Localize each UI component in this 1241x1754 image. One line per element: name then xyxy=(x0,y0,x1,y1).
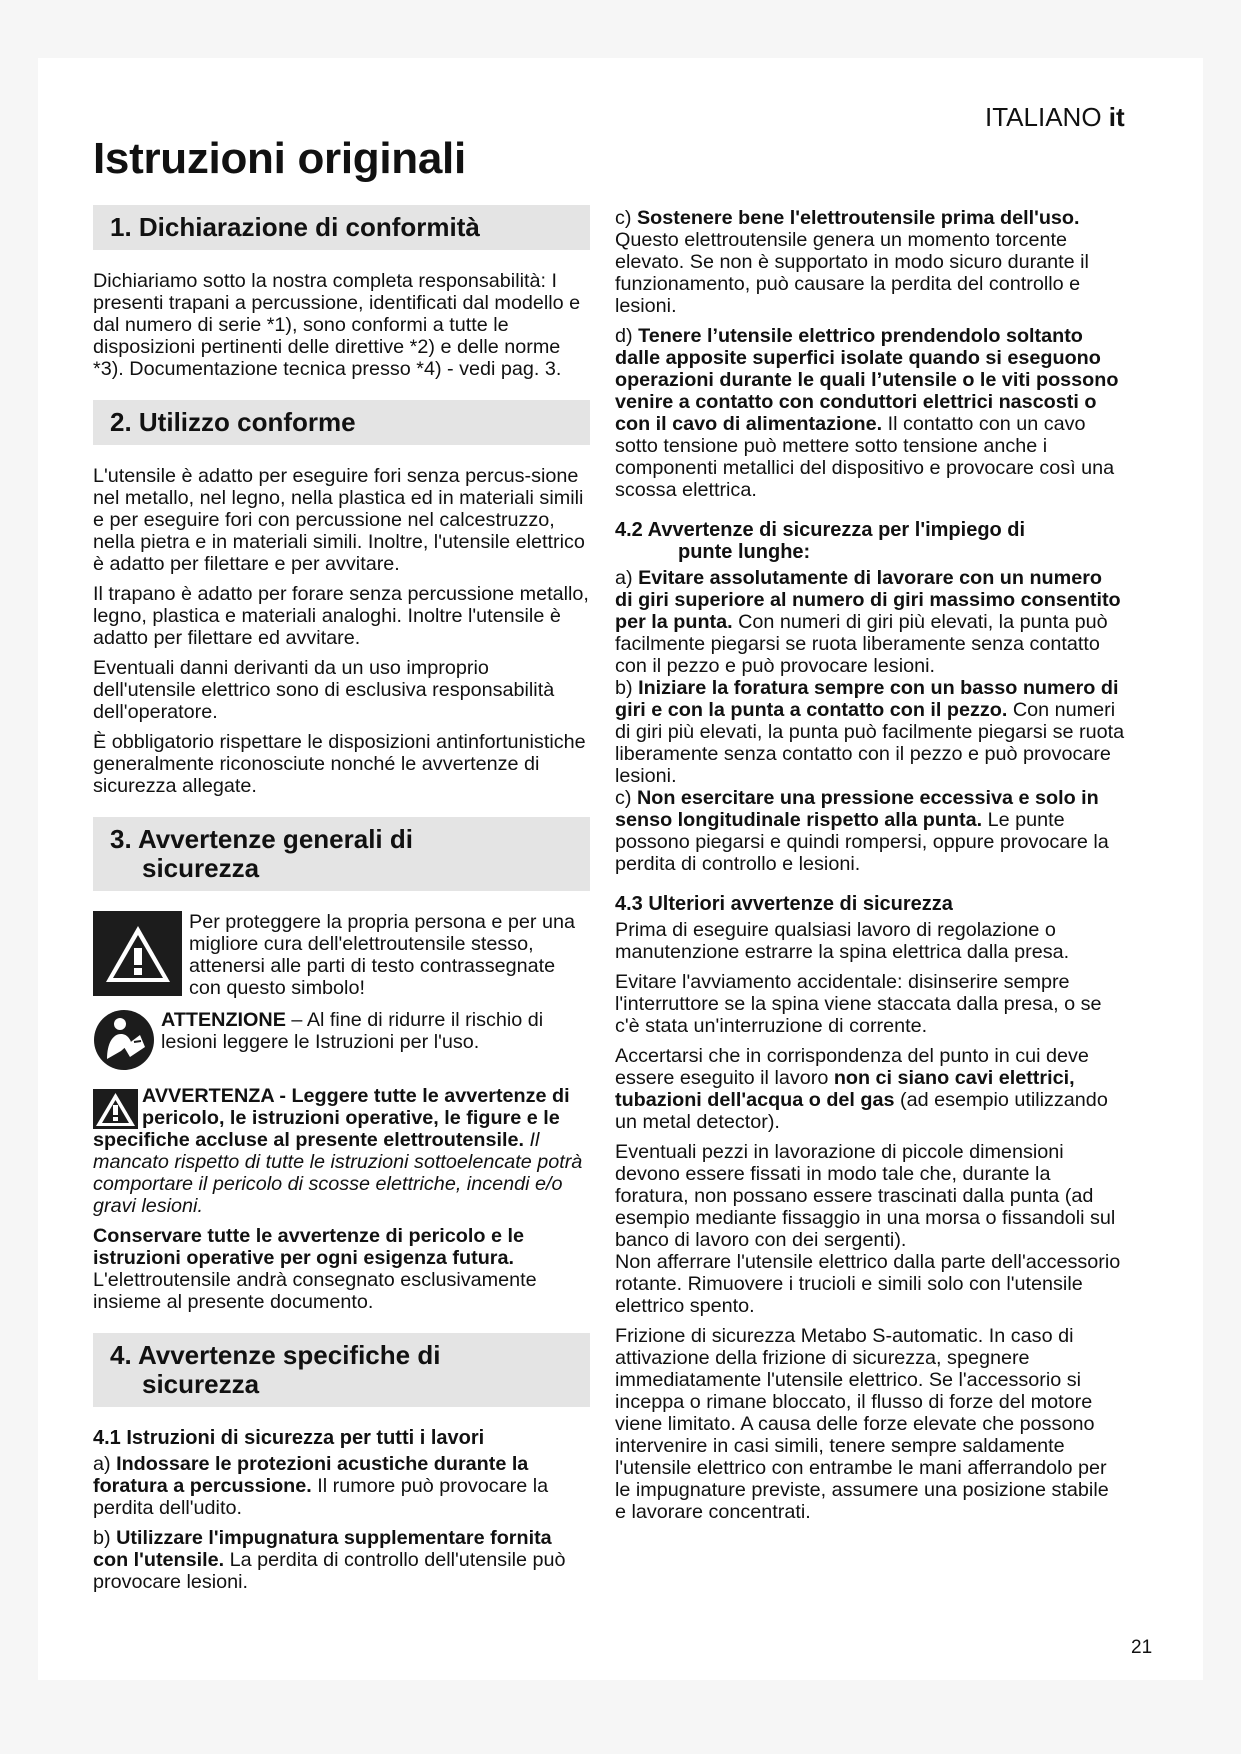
section-heading: 2. Utilizzo conforme xyxy=(93,400,590,445)
paragraph: ATTENZIONE – Al fine di ridurre il rischio di lesioni leggere le Istruzioni per l'uso. xyxy=(161,1009,544,1053)
paragraph: Dichiariamo sotto la nostra completa responsabilità: I presenti trapani a percussione, identificati dal modello e dal numero di serie *1), sono conformi a tutte le disposizioni pertinenti delle direttive *2) e delle norme *3). Documentazione tecnica presso *4) - vedi pag. 3. xyxy=(93,270,581,380)
document-title: Istruzioni originali xyxy=(93,134,466,183)
paragraph: Eventuali pezzi in lavorazione di piccole dimensioni devono essere fissati in modo tale che, durante la foratura, non possano essere trascinati dalla punta (ad esempio mediante fissaggio in una morsa o fissandoli sul banco di lavoro con dei sergenti). xyxy=(615,1141,1116,1251)
paragraph: a) Evitare assolutamente di lavorare con un numero di giri superiore al numero di giri massimo consentito per la punta. Con numeri di giri più elevati, la punta può facilmente piegarsi se ruota liberamente senza contatto con il pezzo e può provocare lesioni. xyxy=(615,567,1121,677)
paragraph: Prima di eseguire qualsiasi lavoro di regolazione o manutenzione estrarre la spina elettrica dalla presa. xyxy=(615,919,1070,963)
paragraph: Il trapano è adatto per forare senza percussione metallo, legno, plastica e materiali analoghi. Inoltre l'utensile è adatto per filettare ed avvitare. xyxy=(93,583,589,649)
page-number: 21 xyxy=(1131,1637,1153,1658)
paragraph: L'utensile è adatto per eseguire fori senza percus-sione nel metallo, nel legno, nella plastica ed in materiali simili e per eseguire fori con percussione nel calcestruzzo, nella pietra e in materiali simili. Inoltre, l'utensile elettrico è adatto per filettare e per avvitare. xyxy=(93,465,585,575)
language-label: ITALIANO it xyxy=(985,102,1125,132)
paragraph: c) Non esercitare una pressione eccessiva e solo in senso longitudinale rispetto alla punta. Le punte possono piegarsi e quindi rompersi, oppure provocare la perdita di controllo e lesioni. xyxy=(615,787,1109,875)
warning-symbol-icon xyxy=(93,911,182,996)
paragraph: Accertarsi che in corrispondenza del punto in cui deve essere eseguito il lavoro non ci siano cavi elettrici, tubazioni dell'acqua o del gas (ad esempio utilizzando un metal detector). xyxy=(615,1045,1108,1133)
paragraph: Conservare tutte le avvertenze di pericolo e le istruzioni operative per ogni esigenza futura. L'elettroutensile andrà consegnato esclusivamente insieme al presente documento. xyxy=(93,1225,537,1313)
subsection-heading: 4.2 Avvertenze di sicurezza per l'impiego di punte lunghe: xyxy=(615,519,1026,563)
section-heading: 1. Dichiarazione di conformità xyxy=(93,205,590,250)
paragraph: c) Sostenere bene l'elettroutensile prima dell'uso. Questo elettroutensile genera un momento torcente elevato. Se non è supportato in modo sicuro durante il funzionamento, può causare la perdita del controllo e lesioni. xyxy=(615,207,1089,317)
section-heading: 4. Avvertenze specifiche di sicurezza xyxy=(93,1333,590,1407)
paragraph: Frizione di sicurezza Metabo S-automatic. In caso di attivazione della frizione di sicurezza, spegnere immediatamente l'utensile elettrico. Se l'accessorio si inceppa o rimane bloccato, il flusso di forze del motore viene limitato. A causa delle forze elevate che possono intervenire in casi simili, tenere sempre saldamente l'utensile elettrico con entrambe le mani afferrandolo per le impugnature previste, assumere una posizione stabile e lavorare concentrati. xyxy=(615,1325,1109,1523)
section-heading: 3. Avvertenze generali di sicurezza xyxy=(93,817,590,891)
paragraph: d) Tenere l’utensile elettrico prendendolo soltanto dalle apposite superfici isolate quando si eseguono operazioni durante le quali l’utensile o le viti possono venire a contatto con conduttori elettrici nascosti o con il cavo di alimentazione. Il contatto con un cavo sotto tensione può mettere sotto tensione anche i componenti metallici del dispositivo e provocare così una scossa elettrica. xyxy=(615,325,1119,501)
paragraph: a) Indossare le protezioni acustiche durante la foratura a percussione. Il rumore può provocare la perdita dell'udito. xyxy=(93,1453,549,1519)
paragraph: AVVERTENZA - Leggere tutte le avvertenze di pericolo, le istruzioni operative, le figure e le specifiche accluse al presente elettroutensile. Il mancato rispetto di tutte le istruzioni sottoelencate potrà comportare il pericolo di scosse elettriche, incendi e/o gravi lesioni. xyxy=(93,1085,583,1217)
paragraph: È obbligatorio rispettare le disposizioni antinfortunistiche generalmente riconosciute nonché le avvertenze di sicurezza allegate. xyxy=(93,731,586,797)
paragraph: b) Iniziare la foratura sempre con un basso numero di giri e con la punta a contatto con il pezzo. Con numeri di giri più elevati, la punta può facilmente piegarsi se ruota liberamente senza contatto con il pezzo e può provocare lesioni. xyxy=(615,677,1125,787)
warning-symbol-block xyxy=(93,911,590,999)
subsection-heading: 4.3 Ulteriori avvertenze di sicurezza xyxy=(615,893,953,915)
paragraph: Per proteggere la propria persona e per una migliore cura dell'elettroutensile stesso, attenersi alle parti di testo contrassegnate con questo simbolo! xyxy=(189,911,575,999)
subsection-heading: 4.1 Istruzioni di sicurezza per tutti i lavori xyxy=(93,1427,485,1449)
read-manual-icon xyxy=(93,1009,155,1071)
paragraph: b) Utilizzare l'impugnatura supplementare fornita con l'utensile. La perdita di controllo dell'utensile può provocare lesioni. xyxy=(93,1527,566,1593)
attention-block xyxy=(93,1009,590,1071)
right-column xyxy=(615,207,1125,1531)
left-column xyxy=(93,205,590,1601)
paragraph: Eventuali danni derivanti da un uso improprio dell'utensile elettrico sono di esclusiva responsabilità dell'operatore. xyxy=(93,657,555,723)
paragraph: Evitare l'avviamento accidentale: disinserire sempre l'interruttore se la spina viene staccata dalla presa, o se c'è stata un'interruzione di corrente. xyxy=(615,971,1102,1037)
warning-small-icon xyxy=(93,1089,138,1129)
paragraph: Non afferrare l'utensile elettrico dalla parte dell'accessorio rotante. Rimuovere i trucioli e simili solo con l'utensile elettrico spento. xyxy=(615,1251,1121,1317)
